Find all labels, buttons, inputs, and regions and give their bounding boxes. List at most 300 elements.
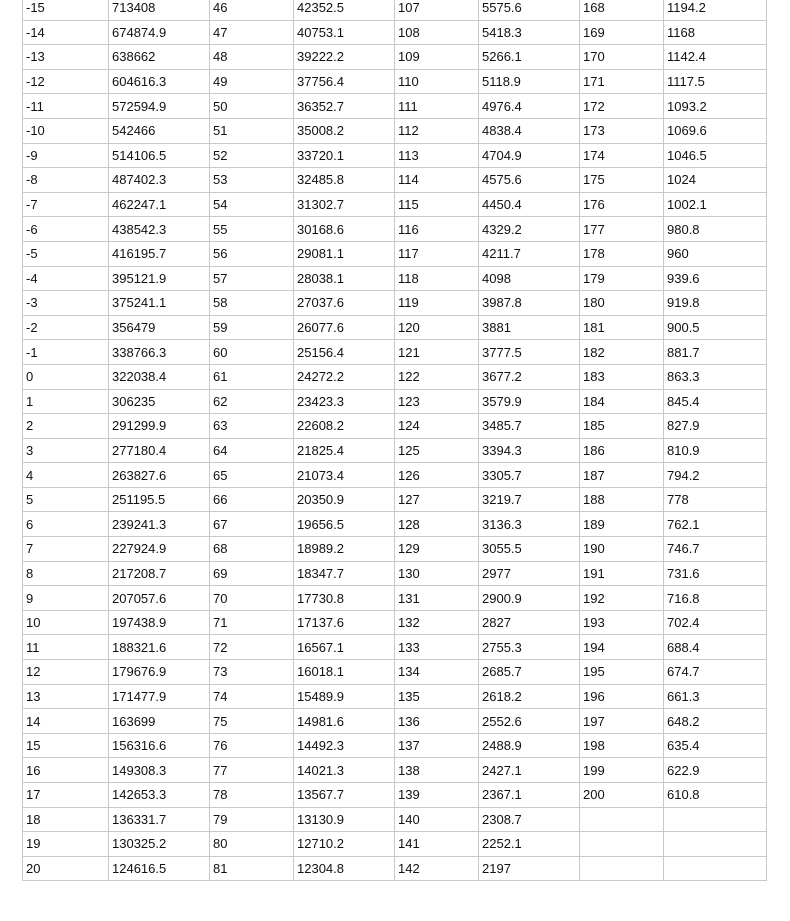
value-cell: 980.8 (664, 217, 767, 242)
index-cell: 59 (210, 315, 294, 340)
index-cell: 65 (210, 463, 294, 488)
table-row (23, 266, 767, 291)
index-cell: 11 (23, 635, 109, 660)
value-cell: 674874.9 (109, 20, 210, 45)
table-row (23, 192, 767, 217)
index-cell: 195 (580, 660, 664, 685)
index-cell: 56 (210, 241, 294, 266)
value-cell: 2827 (479, 610, 580, 635)
table-row (23, 389, 767, 414)
value-cell: 217208.7 (109, 561, 210, 586)
table-body (23, 0, 767, 881)
index-cell: -6 (23, 217, 109, 242)
value-cell: 416195.7 (109, 241, 210, 266)
value-cell: 12304.8 (294, 856, 395, 881)
index-cell: 69 (210, 561, 294, 586)
value-cell: 3394.3 (479, 438, 580, 463)
index-cell: -13 (23, 45, 109, 70)
value-cell: 14021.3 (294, 758, 395, 783)
index-cell: -2 (23, 315, 109, 340)
index-cell: 118 (395, 266, 479, 291)
table-row (23, 315, 767, 340)
value-cell: 3219.7 (479, 487, 580, 512)
value-cell: 3055.5 (479, 537, 580, 562)
value-cell: 5418.3 (479, 20, 580, 45)
table-row (23, 364, 767, 389)
value-cell: 31302.7 (294, 192, 395, 217)
index-cell: 187 (580, 463, 664, 488)
value-cell: 22608.2 (294, 414, 395, 439)
value-cell: 1142.4 (664, 45, 767, 70)
index-cell: 182 (580, 340, 664, 365)
index-cell: 54 (210, 192, 294, 217)
value-cell: 15489.9 (294, 684, 395, 709)
value-cell: 3485.7 (479, 414, 580, 439)
value-cell: 881.7 (664, 340, 767, 365)
index-cell: 172 (580, 94, 664, 119)
index-cell: -3 (23, 291, 109, 316)
index-cell: 78 (210, 783, 294, 808)
index-cell: 60 (210, 340, 294, 365)
value-cell: 3677.2 (479, 364, 580, 389)
index-cell: 113 (395, 143, 479, 168)
index-cell: 53 (210, 168, 294, 193)
value-cell: 3987.8 (479, 291, 580, 316)
index-cell (580, 832, 664, 857)
value-cell: 4211.7 (479, 241, 580, 266)
value-cell: 18347.7 (294, 561, 395, 586)
index-cell: 63 (210, 414, 294, 439)
value-cell: 239241.3 (109, 512, 210, 537)
value-cell: 438542.3 (109, 217, 210, 242)
index-cell: 128 (395, 512, 479, 537)
index-cell: 116 (395, 217, 479, 242)
index-cell: 177 (580, 217, 664, 242)
index-cell: 66 (210, 487, 294, 512)
value-cell: 5575.6 (479, 0, 580, 20)
value-cell: 688.4 (664, 635, 767, 660)
table-row (23, 340, 767, 365)
index-cell: 120 (395, 315, 479, 340)
value-cell: 919.8 (664, 291, 767, 316)
value-cell: 30168.6 (294, 217, 395, 242)
value-cell: 3579.9 (479, 389, 580, 414)
index-cell: 16 (23, 758, 109, 783)
index-cell: -1 (23, 340, 109, 365)
value-cell: 12710.2 (294, 832, 395, 857)
value-cell: 306235 (109, 389, 210, 414)
index-cell: 179 (580, 266, 664, 291)
value-cell: 18989.2 (294, 537, 395, 562)
index-cell: 51 (210, 118, 294, 143)
index-cell: 57 (210, 266, 294, 291)
table-row (23, 143, 767, 168)
index-cell: 2 (23, 414, 109, 439)
index-cell: 109 (395, 45, 479, 70)
value-cell: 29081.1 (294, 241, 395, 266)
index-cell: 61 (210, 364, 294, 389)
value-cell: 227924.9 (109, 537, 210, 562)
index-cell: 134 (395, 660, 479, 685)
index-cell: -12 (23, 69, 109, 94)
value-cell: 960 (664, 241, 767, 266)
value-cell: 702.4 (664, 610, 767, 635)
value-cell: 356479 (109, 315, 210, 340)
index-cell: 55 (210, 217, 294, 242)
value-cell: 39222.2 (294, 45, 395, 70)
index-cell: 168 (580, 0, 664, 20)
value-cell: 36352.7 (294, 94, 395, 119)
value-cell: 2252.1 (479, 832, 580, 857)
value-cell: 14492.3 (294, 733, 395, 758)
value-cell: 375241.1 (109, 291, 210, 316)
value-cell: 1117.5 (664, 69, 767, 94)
index-cell: 81 (210, 856, 294, 881)
index-cell: 140 (395, 807, 479, 832)
index-cell: 111 (395, 94, 479, 119)
index-cell: 171 (580, 69, 664, 94)
index-cell: 180 (580, 291, 664, 316)
value-cell: 277180.4 (109, 438, 210, 463)
table-row (23, 856, 767, 881)
value-cell: 635.4 (664, 733, 767, 758)
index-cell: 18 (23, 807, 109, 832)
index-cell: 114 (395, 168, 479, 193)
index-cell: 112 (395, 118, 479, 143)
index-cell: 194 (580, 635, 664, 660)
index-cell: 123 (395, 389, 479, 414)
index-cell: -7 (23, 192, 109, 217)
table-row (23, 118, 767, 143)
value-cell: 1024 (664, 168, 767, 193)
table-row (23, 0, 767, 20)
index-cell: 133 (395, 635, 479, 660)
table-row (23, 733, 767, 758)
value-cell: 124616.5 (109, 856, 210, 881)
value-cell: 863.3 (664, 364, 767, 389)
index-cell: 178 (580, 241, 664, 266)
value-cell: 291299.9 (109, 414, 210, 439)
value-cell: 716.8 (664, 586, 767, 611)
index-cell: 185 (580, 414, 664, 439)
index-cell: 13 (23, 684, 109, 709)
value-cell: 27037.6 (294, 291, 395, 316)
index-cell: 19 (23, 832, 109, 857)
value-cell: 2755.3 (479, 635, 580, 660)
value-cell: 3881 (479, 315, 580, 340)
value-cell: 395121.9 (109, 266, 210, 291)
index-cell: 47 (210, 20, 294, 45)
value-cell: 827.9 (664, 414, 767, 439)
table-row (23, 168, 767, 193)
index-cell: 50 (210, 94, 294, 119)
value-cell: 2367.1 (479, 783, 580, 808)
index-cell: 196 (580, 684, 664, 709)
value-cell: 4575.6 (479, 168, 580, 193)
index-cell: 8 (23, 561, 109, 586)
value-cell: 2552.6 (479, 709, 580, 734)
table-row (23, 635, 767, 660)
index-cell: 125 (395, 438, 479, 463)
value-cell: 2427.1 (479, 758, 580, 783)
index-cell: 142 (395, 856, 479, 881)
value-cell: 13567.7 (294, 783, 395, 808)
index-cell: 77 (210, 758, 294, 783)
value-cell: 5118.9 (479, 69, 580, 94)
index-cell: 129 (395, 537, 479, 562)
value-cell: 810.9 (664, 438, 767, 463)
value-cell: 28038.1 (294, 266, 395, 291)
index-cell: 67 (210, 512, 294, 537)
index-cell: 5 (23, 487, 109, 512)
table-row (23, 610, 767, 635)
index-cell: 193 (580, 610, 664, 635)
table-row (23, 45, 767, 70)
index-cell: 136 (395, 709, 479, 734)
value-cell: 610.8 (664, 783, 767, 808)
index-cell: 137 (395, 733, 479, 758)
table-row (23, 807, 767, 832)
table-row (23, 414, 767, 439)
index-cell: 126 (395, 463, 479, 488)
table-row (23, 20, 767, 45)
index-cell: 72 (210, 635, 294, 660)
index-cell: 80 (210, 832, 294, 857)
value-cell: 1194.2 (664, 0, 767, 20)
index-cell: 49 (210, 69, 294, 94)
index-cell (580, 856, 664, 881)
value-cell: 142653.3 (109, 783, 210, 808)
value-cell: 14981.6 (294, 709, 395, 734)
index-cell: 107 (395, 0, 479, 20)
index-cell: 4 (23, 463, 109, 488)
index-cell: 191 (580, 561, 664, 586)
index-cell: 175 (580, 168, 664, 193)
value-cell: 648.2 (664, 709, 767, 734)
table-row (23, 487, 767, 512)
value-cell: 762.1 (664, 512, 767, 537)
value-cell: 4704.9 (479, 143, 580, 168)
value-cell (664, 807, 767, 832)
value-cell: 794.2 (664, 463, 767, 488)
index-cell: 79 (210, 807, 294, 832)
value-cell: 2977 (479, 561, 580, 586)
index-cell: -11 (23, 94, 109, 119)
index-cell: 174 (580, 143, 664, 168)
value-cell: 845.4 (664, 389, 767, 414)
value-cell: 4098 (479, 266, 580, 291)
index-cell: 14 (23, 709, 109, 734)
value-cell: 136331.7 (109, 807, 210, 832)
index-cell: 188 (580, 487, 664, 512)
value-cell: 4450.4 (479, 192, 580, 217)
value-cell: 2618.2 (479, 684, 580, 709)
index-cell: 139 (395, 783, 479, 808)
index-cell: 170 (580, 45, 664, 70)
index-cell: 117 (395, 241, 479, 266)
index-cell: -4 (23, 266, 109, 291)
value-cell: 24272.2 (294, 364, 395, 389)
value-cell: 32485.8 (294, 168, 395, 193)
value-cell: 939.6 (664, 266, 767, 291)
table-row (23, 832, 767, 857)
value-cell: 713408 (109, 0, 210, 20)
value-cell: 542466 (109, 118, 210, 143)
table-row (23, 291, 767, 316)
index-cell: -15 (23, 0, 109, 20)
index-cell: 46 (210, 0, 294, 20)
index-cell: 119 (395, 291, 479, 316)
index-cell: 124 (395, 414, 479, 439)
value-cell: 5266.1 (479, 45, 580, 70)
value-cell: 1002.1 (664, 192, 767, 217)
value-cell: 16567.1 (294, 635, 395, 660)
index-cell: 0 (23, 364, 109, 389)
index-cell: 1 (23, 389, 109, 414)
table-row (23, 586, 767, 611)
value-cell (664, 856, 767, 881)
value-cell: 25156.4 (294, 340, 395, 365)
index-cell: -10 (23, 118, 109, 143)
index-cell: 121 (395, 340, 479, 365)
index-cell: 10 (23, 610, 109, 635)
value-cell: 4838.4 (479, 118, 580, 143)
value-cell: 23423.3 (294, 389, 395, 414)
value-cell: 3136.3 (479, 512, 580, 537)
value-cell: 179676.9 (109, 660, 210, 685)
table-row (23, 561, 767, 586)
value-cell: 674.7 (664, 660, 767, 685)
index-cell: 58 (210, 291, 294, 316)
value-cell: 514106.5 (109, 143, 210, 168)
index-cell: 184 (580, 389, 664, 414)
index-cell: 20 (23, 856, 109, 881)
table-row (23, 463, 767, 488)
index-cell: 12 (23, 660, 109, 685)
index-cell: 127 (395, 487, 479, 512)
value-cell: 2488.9 (479, 733, 580, 758)
value-cell: 20350.9 (294, 487, 395, 512)
data-table (22, 0, 767, 881)
index-cell: 62 (210, 389, 294, 414)
value-cell: 42352.5 (294, 0, 395, 20)
index-cell: 200 (580, 783, 664, 808)
index-cell: 9 (23, 586, 109, 611)
index-cell: 176 (580, 192, 664, 217)
index-cell: 7 (23, 537, 109, 562)
value-cell: 35008.2 (294, 118, 395, 143)
table-row (23, 758, 767, 783)
index-cell: 192 (580, 586, 664, 611)
value-cell: 462247.1 (109, 192, 210, 217)
value-cell: 731.6 (664, 561, 767, 586)
value-cell: 149308.3 (109, 758, 210, 783)
index-cell: -9 (23, 143, 109, 168)
index-cell: 110 (395, 69, 479, 94)
index-cell: -14 (23, 20, 109, 45)
value-cell: 4329.2 (479, 217, 580, 242)
table-row (23, 438, 767, 463)
index-cell: 181 (580, 315, 664, 340)
value-cell: 17730.8 (294, 586, 395, 611)
table-row (23, 217, 767, 242)
value-cell: 130325.2 (109, 832, 210, 857)
value-cell: 2308.7 (479, 807, 580, 832)
table-row (23, 709, 767, 734)
index-cell: 186 (580, 438, 664, 463)
index-cell: 197 (580, 709, 664, 734)
index-cell: 173 (580, 118, 664, 143)
index-cell: 130 (395, 561, 479, 586)
value-cell: 1093.2 (664, 94, 767, 119)
value-cell: 900.5 (664, 315, 767, 340)
value-cell: 638662 (109, 45, 210, 70)
value-cell: 197438.9 (109, 610, 210, 635)
value-cell: 156316.6 (109, 733, 210, 758)
value-cell: 188321.6 (109, 635, 210, 660)
value-cell: 746.7 (664, 537, 767, 562)
index-cell: 122 (395, 364, 479, 389)
index-cell: 70 (210, 586, 294, 611)
value-cell: 17137.6 (294, 610, 395, 635)
value-cell: 338766.3 (109, 340, 210, 365)
value-cell (664, 832, 767, 857)
value-cell: 263827.6 (109, 463, 210, 488)
index-cell: 189 (580, 512, 664, 537)
value-cell: 3777.5 (479, 340, 580, 365)
table-row (23, 537, 767, 562)
index-cell: 71 (210, 610, 294, 635)
value-cell: 2197 (479, 856, 580, 881)
index-cell (580, 807, 664, 832)
value-cell: 3305.7 (479, 463, 580, 488)
index-cell: 68 (210, 537, 294, 562)
value-cell: 2900.9 (479, 586, 580, 611)
value-cell: 778 (664, 487, 767, 512)
index-cell: 131 (395, 586, 479, 611)
value-cell: 207057.6 (109, 586, 210, 611)
index-cell: 64 (210, 438, 294, 463)
value-cell: 33720.1 (294, 143, 395, 168)
value-cell: 16018.1 (294, 660, 395, 685)
index-cell: 15 (23, 733, 109, 758)
index-cell: 76 (210, 733, 294, 758)
index-cell: 141 (395, 832, 479, 857)
value-cell: 13130.9 (294, 807, 395, 832)
index-cell: 183 (580, 364, 664, 389)
value-cell: 622.9 (664, 758, 767, 783)
index-cell: 6 (23, 512, 109, 537)
value-cell: 4976.4 (479, 94, 580, 119)
index-cell: 138 (395, 758, 479, 783)
value-cell: 1046.5 (664, 143, 767, 168)
index-cell: 132 (395, 610, 479, 635)
table-row (23, 660, 767, 685)
value-cell: 19656.5 (294, 512, 395, 537)
index-cell: -8 (23, 168, 109, 193)
index-cell: 75 (210, 709, 294, 734)
index-cell: 74 (210, 684, 294, 709)
value-cell: 251195.5 (109, 487, 210, 512)
table-row (23, 94, 767, 119)
value-cell: 21073.4 (294, 463, 395, 488)
value-cell: 40753.1 (294, 20, 395, 45)
table-row (23, 69, 767, 94)
value-cell: 171477.9 (109, 684, 210, 709)
table-row (23, 512, 767, 537)
value-cell: 26077.6 (294, 315, 395, 340)
value-cell: 487402.3 (109, 168, 210, 193)
